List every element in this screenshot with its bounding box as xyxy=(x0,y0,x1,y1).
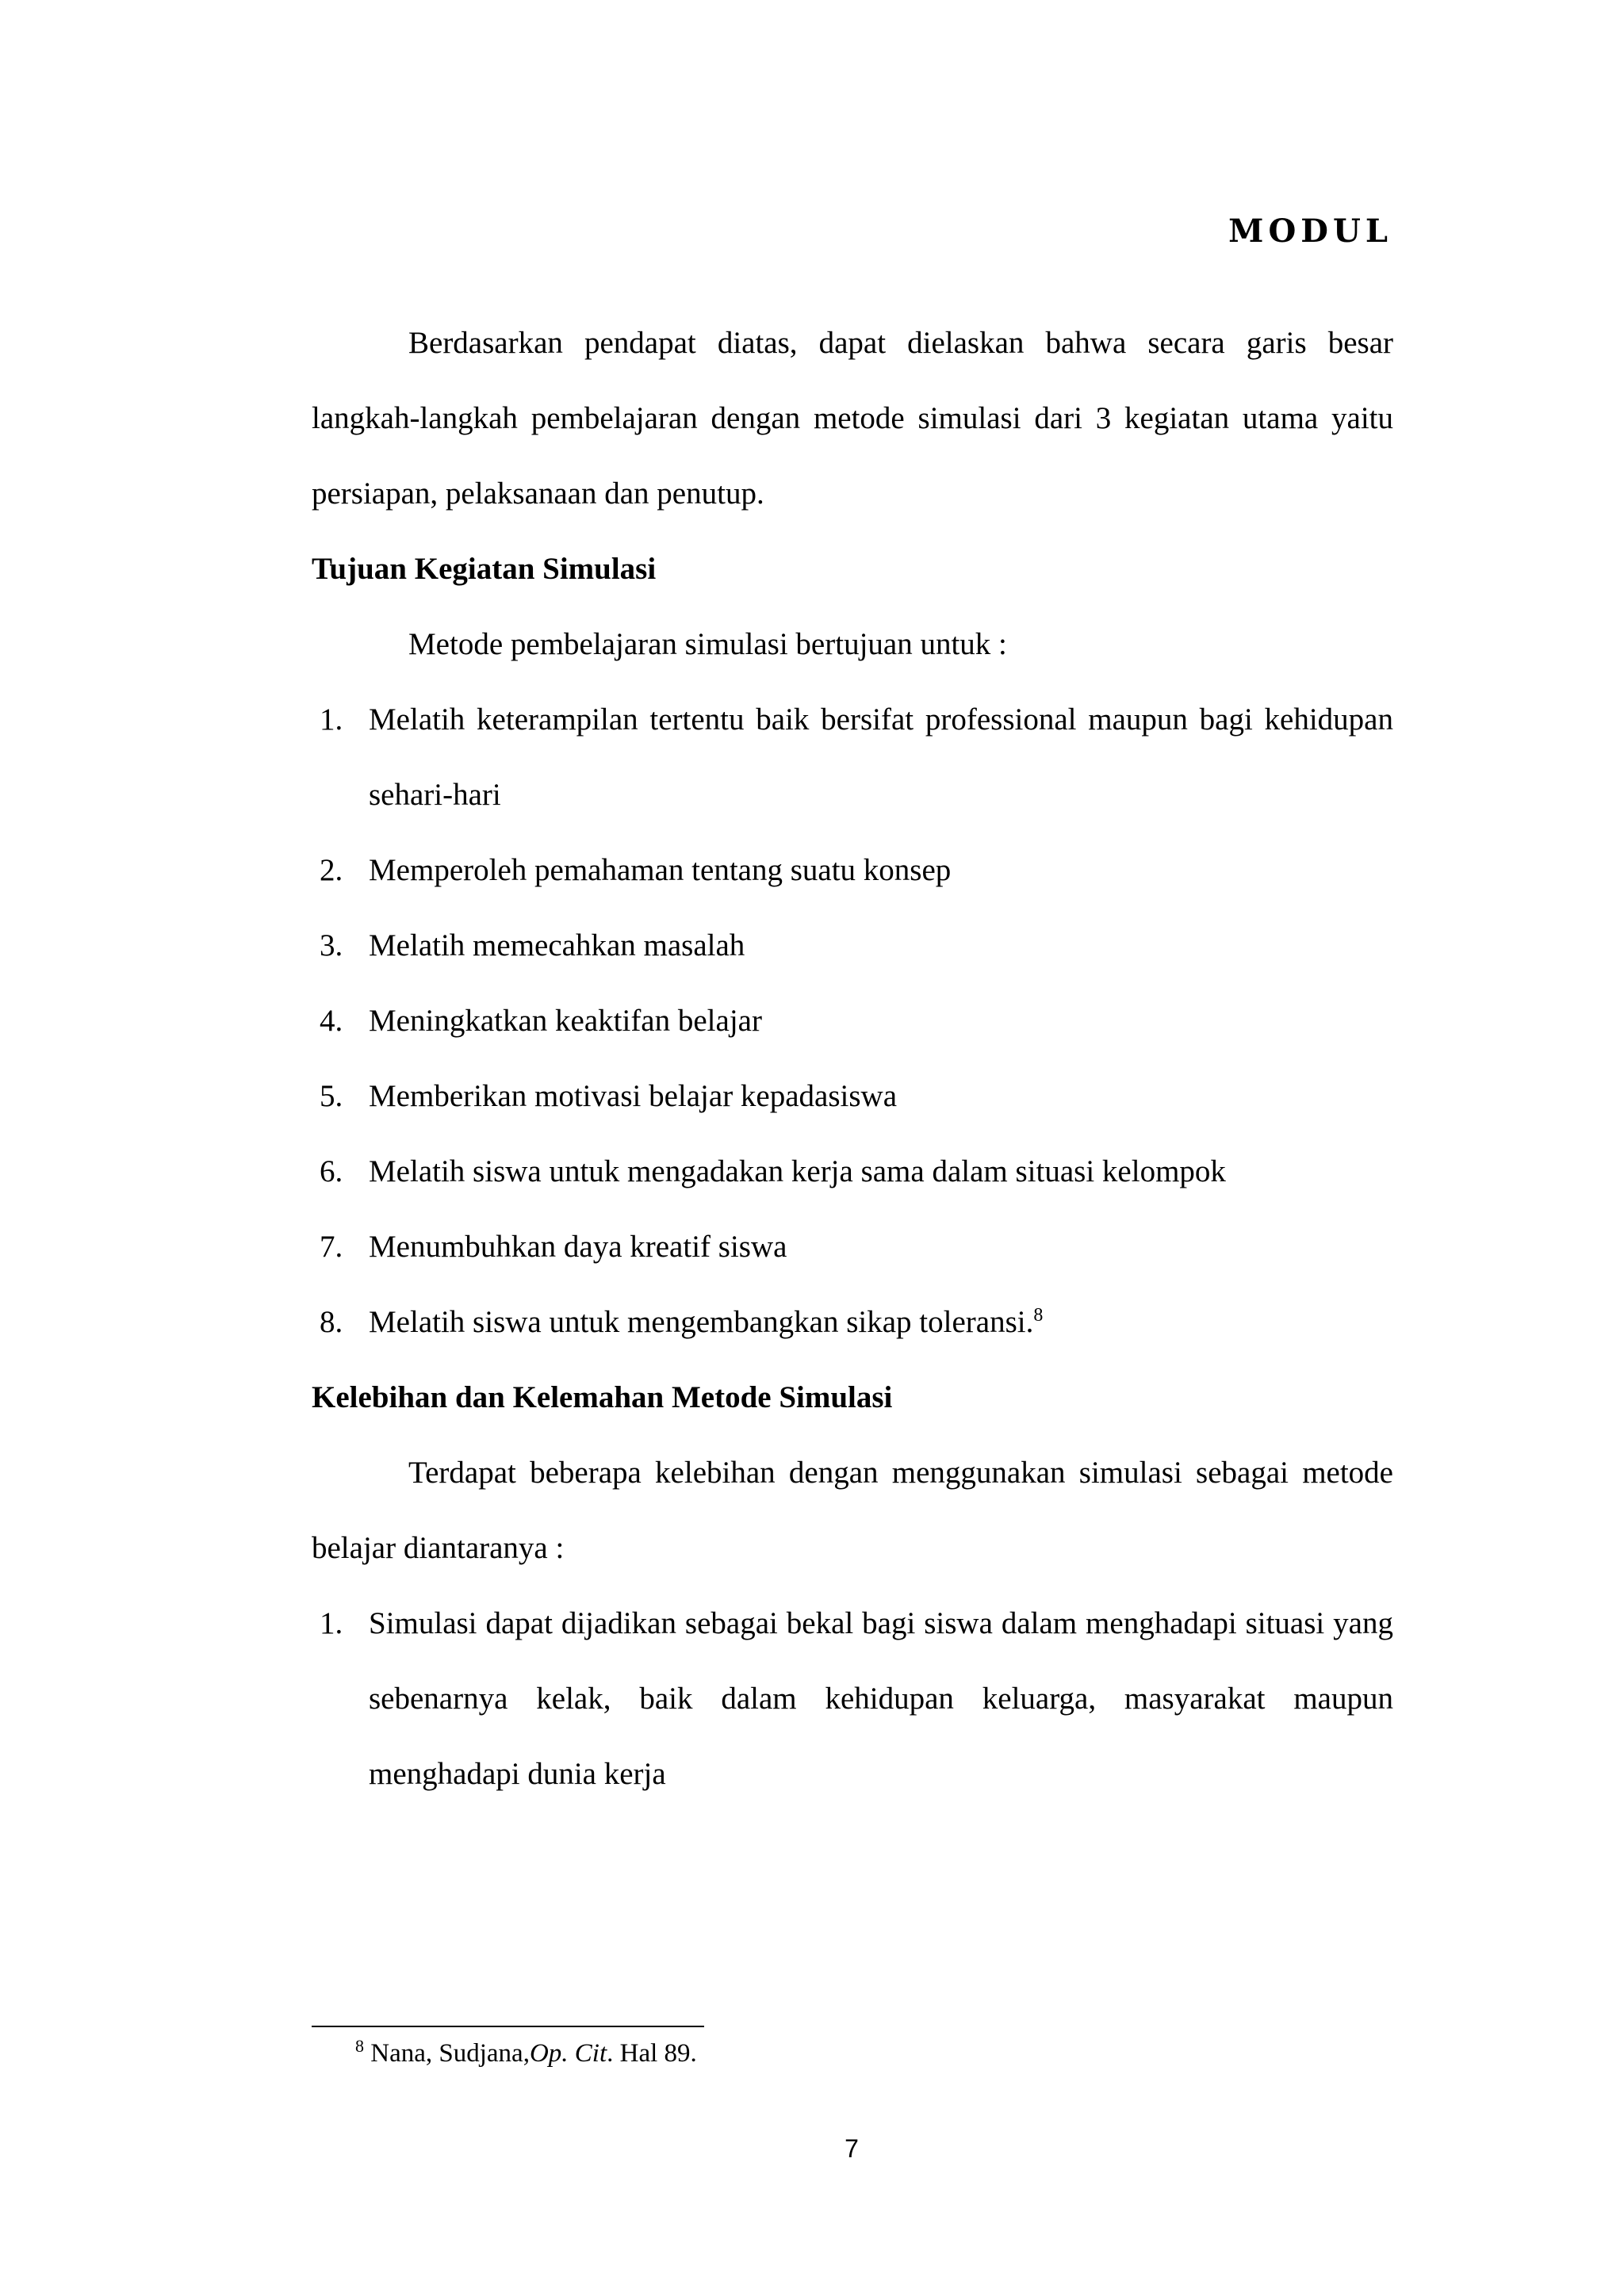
section-lead-tujuan: Metode pembelajaran simulasi bertujuan untuk : xyxy=(408,627,1007,661)
objectives-list xyxy=(312,682,1393,1360)
list-number: 8. xyxy=(320,1305,343,1339)
list-number: 7. xyxy=(320,1230,343,1264)
list-number: 4. xyxy=(320,1004,343,1038)
list-item-text: Menumbuhkan daya kreatif siswa xyxy=(369,1230,787,1264)
list-item-text: Melatih siswa untuk mengembangkan sikap toleransi. xyxy=(369,1305,1034,1339)
list-item xyxy=(312,832,1393,908)
footnote-separator xyxy=(312,2026,704,2027)
list-item xyxy=(312,908,1393,983)
section-heading-tujuan: Tujuan Kegiatan Simulasi xyxy=(312,552,657,586)
list-item xyxy=(312,1209,1393,1284)
section-heading-kelebihan: Kelebihan dan Kelemahan Metode Simulasi xyxy=(312,1380,893,1414)
running-title: MODUL xyxy=(1228,212,1392,250)
list-number: 3. xyxy=(320,928,343,962)
footnote-marker: 8 xyxy=(355,2036,364,2056)
list-item-text: Melatih memecahkan masalah xyxy=(369,928,745,962)
list-number: 6. xyxy=(320,1154,343,1188)
list-item-text: Simulasi dapat dijadikan sebagai bekal bagi siswa dalam menghadapi situasi yang sebenarnya kelak, baik dalam kehidupan keluarga, masyarakat maupun menghadapi dunia kerja xyxy=(369,1606,1393,1791)
footnote-author: Nana, Sudjana, xyxy=(370,2039,530,2068)
page-number: 7 xyxy=(845,2134,859,2163)
list-item-text: Melatih siswa untuk mengadakan kerja sama dalam situasi kelompok xyxy=(369,1154,1226,1188)
list-item-text: Meningkatkan keaktifan belajar xyxy=(369,1004,762,1038)
footnote-reference[interactable]: 8 xyxy=(1033,1305,1044,1326)
list-item-text: Melatih keterampilan tertentu baik bersifat professional maupun bagi kehidupan sehari-hari xyxy=(369,702,1393,812)
footnote-rest: . Hal 89. xyxy=(607,2039,697,2068)
list-item xyxy=(312,1586,1393,1812)
intro-paragraph: Berdasarkan pendapat diatas, dapat dielaskan bahwa secara garis besar langkah-langkah pembelajaran dengan metode simulasi dari 3 kegiatan utama yaitu persiapan, pelaksanaan dan penutup. xyxy=(312,326,1393,511)
list-item xyxy=(312,682,1393,832)
footnote xyxy=(355,2033,697,2074)
list-item xyxy=(312,983,1393,1058)
footnote-citation: Op. Cit xyxy=(529,2039,607,2068)
list-item xyxy=(312,1284,1393,1360)
advantages-list xyxy=(312,1586,1393,1812)
list-number: 2. xyxy=(320,853,343,887)
body-text xyxy=(312,305,1393,1812)
list-item-text: Memberikan motivasi belajar kepadasiswa xyxy=(369,1079,898,1113)
list-number: 1. xyxy=(320,702,343,737)
list-number: 5. xyxy=(320,1079,343,1113)
list-number: 1. xyxy=(320,1606,343,1640)
list-item xyxy=(312,1134,1393,1209)
list-item-text: Memperoleh pemahaman tentang suatu konsep xyxy=(369,853,952,887)
list-item xyxy=(312,1058,1393,1134)
section-lead-kelebihan: Terdapat beberapa kelebihan dengan menggunakan simulasi sebagai metode belajar diantaranya : xyxy=(312,1456,1393,1565)
